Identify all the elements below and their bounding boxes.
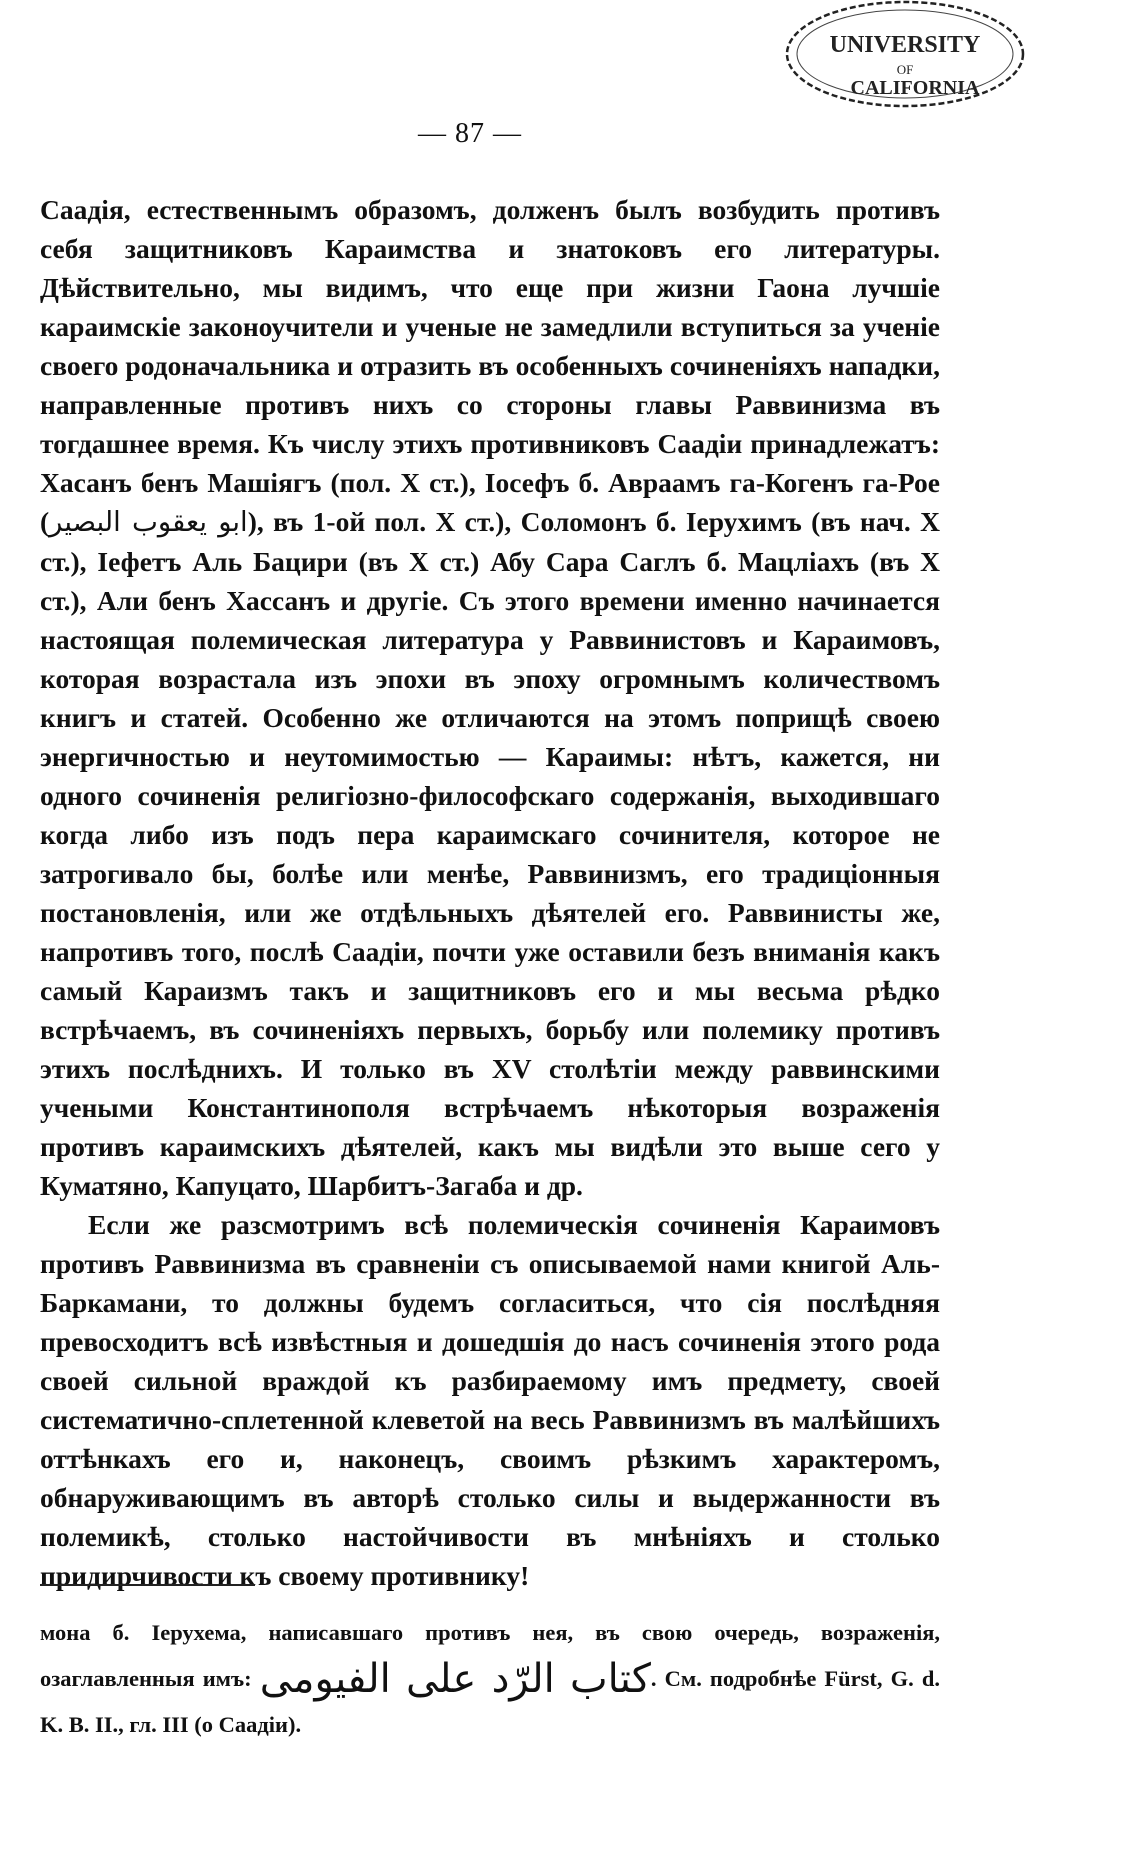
footnote-divider xyxy=(40,1584,255,1586)
paragraph-1-part-2: ), въ 1-ой пол. X ст.), Соломонъ б. Іерухимъ (въ нач. X ст.), Іефетъ Аль Бацири (въ X ст.) Абу Сара Саглъ б. Мацліахъ (въ X ст.), Али бенъ Хассанъ и другіе. Съ этого времени именно начинается настоящая полемическая литература у Раввинистовъ и Караимовъ, которая возрастала изъ эпохи въ эпоху огромнымъ количествомъ книгъ и статей. Особенно же отличаются на этомъ поприщѣ своею энергичностью и неутомимостью — Караимы: нѣтъ, кажется, ни одного сочиненія религіозно-философскаго содержанія, выходившаго когда либо изъ подъ пера караимскаго сочинителя, которое не затрогивало бы, болѣе или менѣе, Раввинизмъ, его традиціонныя постановленія, или же отдѣльныхъ дѣятелей его. Раввинисты же, напротивъ того, послѣ Саадіи, почти уже оставили безъ вниманія какъ самый Караизмъ такъ и защитниковъ его и мы весьма рѣдко встрѣчаемъ, въ сочиненіяхъ первыхъ, борьбу или полемику противъ этихъ послѣднихъ. И только въ XV столѣтіи между раввинскими учеными Константинополя встрѣчаемъ нѣкоторыя возраженія противъ караимскихъ дѣятелей, какъ мы видѣли это выше сего у Куматяно, Капуцато, Шарбитъ-Загаба и др. xyxy=(40,506,940,1201)
footnote-arabic-title: كتاب الرّد على الفيومى xyxy=(259,1656,651,1702)
stamp-line1: UNIVERSITY xyxy=(829,32,981,58)
page-number: — 87 — xyxy=(418,118,522,149)
paragraph-2: Если же разсмотримъ всѣ полемическія сочиненія Караимовъ противъ Раввинизма въ сравненіи съ описываемой нами книгой Аль-Баркамани, то должны будемъ согласиться, что сія послѣдняя превосходитъ всѣ извѣстныя и дошедшія до насъ сочиненія этого рода своей сильной враждой къ разбираемому имъ предмету, своей систематично-сплетенной клеветой на весь Раввинизмъ въ малѣйшихъ оттѣнкахъ его и, наконецъ, своимъ рѣзкимъ характеромъ, обнаруживающимъ въ авторѣ столько силы и выдержанности въ полемикѣ, столько настойчивости въ мнѣніяхъ и столько придирчивости къ своему противнику! xyxy=(40,1209,940,1591)
paragraph-1-part-1: Саадія, естественнымъ образомъ, долженъ былъ возбудить противъ себя защитниковъ Караимства и знатоковъ его литературы. Дѣйствительно, мы видимъ, что еще при жизни Гаона лучшіе караимскіе законоучители и ученые не замедлили вступиться за ученіе своего родоначальника и отразить въ особенныхъ сочиненіяхъ нападки, направленные противъ нихъ со стороны главы Раввинизма въ тогдашнее время. Къ числу этихъ противниковъ Саадіи принадлежатъ: Хасанъ бенъ Машіягъ (пол. X ст.), Іосефъ б. Авраамъ га-Когенъ га-Рое ( xyxy=(40,194,940,537)
arabic-name: ابو يعقوب البصير xyxy=(49,506,248,538)
footnote-line-1: мона б. Іерухема, написавшаго противъ нея, въ свою очередь, возраженія, xyxy=(40,1620,940,1645)
stamp-oval-icon xyxy=(770,0,1040,129)
library-stamp xyxy=(770,0,1040,129)
stamp-line2: OF xyxy=(896,62,914,77)
footnote-after-arabic: . См. подробнѣе Fürst, G. d. K. В. II., гл. III (о Саадіи). xyxy=(40,1666,940,1737)
footnotes xyxy=(40,1610,940,1748)
footnote-before-arabic: озаглавленныя имъ: xyxy=(40,1666,260,1691)
stamp-line3: CALIFORNIA xyxy=(850,77,980,99)
main-text xyxy=(40,190,940,1595)
paragraph-1 xyxy=(40,190,940,1205)
footnote-text xyxy=(40,1610,940,1748)
